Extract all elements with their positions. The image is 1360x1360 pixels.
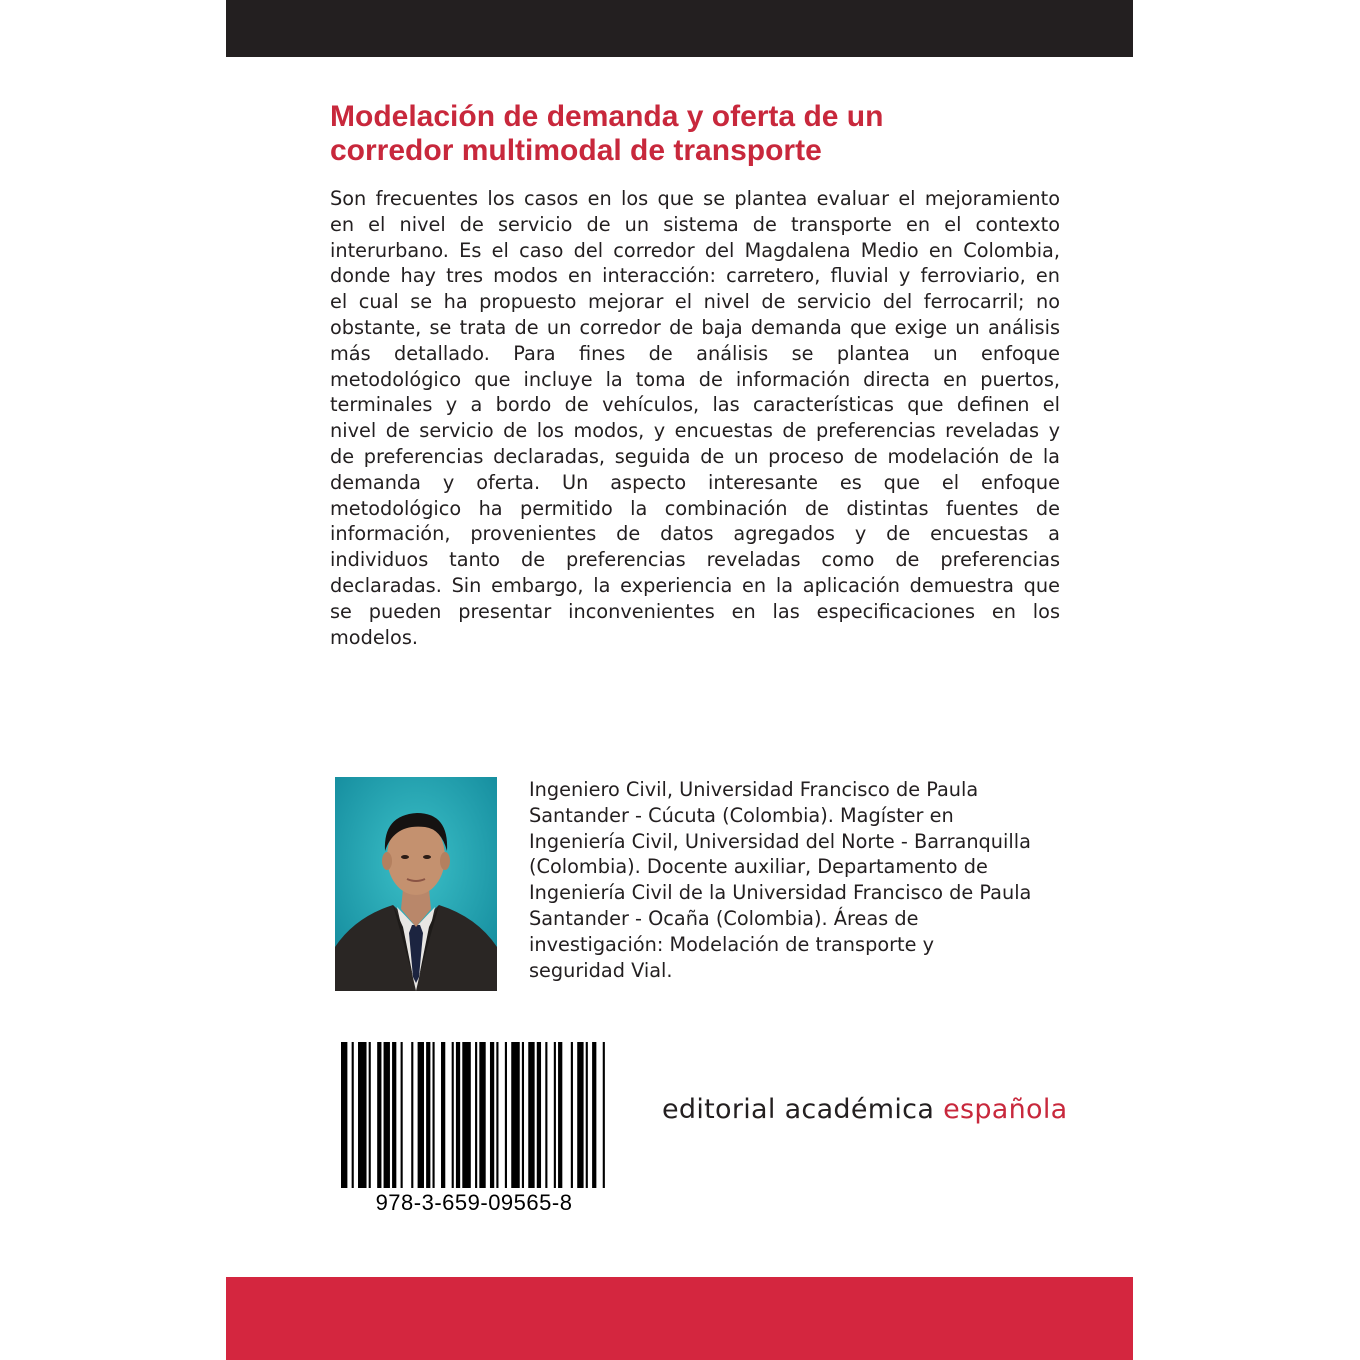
barcode-bar (496, 1042, 498, 1188)
barcode-bar (411, 1042, 413, 1188)
barcode-bar (490, 1042, 494, 1188)
barcode-bar (558, 1042, 562, 1188)
barcode-bar (505, 1042, 507, 1188)
barcode-bar (426, 1042, 430, 1188)
bio-line: seguridad Vial. (529, 958, 673, 982)
barcode-bar (401, 1042, 403, 1188)
barcode-bar (522, 1042, 524, 1188)
barcode-bar (511, 1042, 520, 1188)
barcode-bar (377, 1042, 381, 1188)
title-line: Modelación de demanda y oferta de un (330, 100, 884, 133)
synopsis-line: de preferencias declaradas, seguida de un proceso de modelación de la (330, 444, 1060, 468)
author-bio (529, 777, 1059, 983)
barcode-bar (452, 1042, 454, 1188)
barcode-bar (358, 1042, 367, 1188)
barcode-bar (384, 1042, 390, 1188)
isbn-barcode (338, 1042, 610, 1222)
book-title (330, 100, 1070, 168)
bio-line: investigación: Modelación de transporte y (529, 932, 935, 956)
barcode-bar (603, 1042, 605, 1188)
barcode-bar (537, 1042, 541, 1188)
publisher-name-accent: española (943, 1094, 1068, 1125)
synopsis-line: obstante, se trata de un corredor de baja demanda que exige un análisis (330, 315, 1060, 339)
synopsis-line: individuos tanto de preferencias reveladas como de preferencias (330, 548, 1060, 572)
publisher-name: editorial académica (662, 1094, 935, 1125)
barcode-bar (369, 1042, 371, 1188)
barcode-bar (392, 1042, 396, 1188)
synopsis-line: metodológico que incluye la toma de información directa en puertos, (330, 367, 1060, 391)
barcode-bar (352, 1042, 354, 1188)
barcode-bar (554, 1042, 556, 1188)
synopsis-line: Son frecuentes los casos en los que se plantea evaluar el mejoramiento (330, 187, 1060, 210)
synopsis-line: demanda y oferta. Un aspecto interesante es que el enfoque (330, 470, 1060, 494)
synopsis-line: más detallado. Para fines de análisis se plantea un enfoque (330, 341, 1060, 365)
barcode-bar (462, 1042, 471, 1188)
synopsis-line: donde hay tres modos en interacción: carretero, fluvial y ferroviario, en (330, 264, 1060, 288)
bio-line: Ingeniería Civil, Universidad del Norte - Barranquilla (529, 829, 1031, 853)
top-band (226, 0, 1133, 57)
synopsis-line: en el nivel de servicio de un sistema de transporte en el contexto (330, 212, 1060, 236)
bio-line: Santander - Ocaña (Colombia). Áreas de (529, 906, 919, 930)
bottom-band (226, 1277, 1133, 1360)
bio-line: Ingeniero Civil, Universidad Francisco de Paula (529, 778, 979, 801)
synopsis-line: interurbano. Es el caso del corredor del Magdalena Medio en Colombia, (330, 238, 1060, 262)
bio-line: Ingeniería Civil de la Universidad Francisco de Paula (529, 881, 1032, 905)
author-portrait-illustration (335, 777, 497, 991)
barcode-bar (577, 1042, 583, 1188)
synopsis-line: el cual se ha propuesto mejorar el nivel de servicio del ferrocarril; no (330, 290, 1060, 314)
synopsis-line: terminales y a bordo de vehículos, las características que definen el (330, 393, 1060, 417)
barcode-bar (433, 1042, 435, 1188)
author-photo (335, 777, 497, 991)
synopsis-line: nivel de servicio de los modos, y encuestas de preferencias reveladas y (330, 419, 1060, 443)
synopsis-line: metodológico ha permitido la combinación de distintas fuentes de (330, 496, 1060, 520)
bio-line: (Colombia). Docente auxiliar, Departamento de (529, 855, 988, 879)
synopsis-line: información, provenientes de datos agregados y de encuestas a (330, 522, 1060, 546)
isbn-number: 978-3-659-09565-8 (375, 1190, 573, 1215)
bio-line: Santander - Cúcuta (Colombia). Magíster en (529, 803, 954, 827)
barcode-bar (528, 1042, 534, 1188)
book-back-cover (226, 0, 1133, 1360)
barcode-bar (341, 1042, 347, 1188)
synopsis-line: declaradas. Sin embargo, la experiencia en la aplicación demuestra que (330, 573, 1060, 597)
barcode-bar (571, 1042, 573, 1188)
barcode-bar (592, 1042, 596, 1188)
barcode-icon (338, 1042, 610, 1188)
barcode-bar (456, 1042, 460, 1188)
publisher-logo (662, 1094, 1068, 1125)
synopsis-line: modelos. (330, 625, 419, 649)
barcode-bar (479, 1042, 485, 1188)
barcode-bar (418, 1042, 424, 1188)
title-line: corredor multimodal de transporte (330, 134, 822, 167)
barcode-bar (475, 1042, 477, 1188)
barcode-bar (586, 1042, 588, 1188)
synopsis (330, 186, 1060, 650)
synopsis-line: se pueden presentar inconvenientes en las especificaciones en los (330, 599, 1060, 623)
barcode-bar (441, 1042, 445, 1188)
barcode-bar (545, 1042, 547, 1188)
